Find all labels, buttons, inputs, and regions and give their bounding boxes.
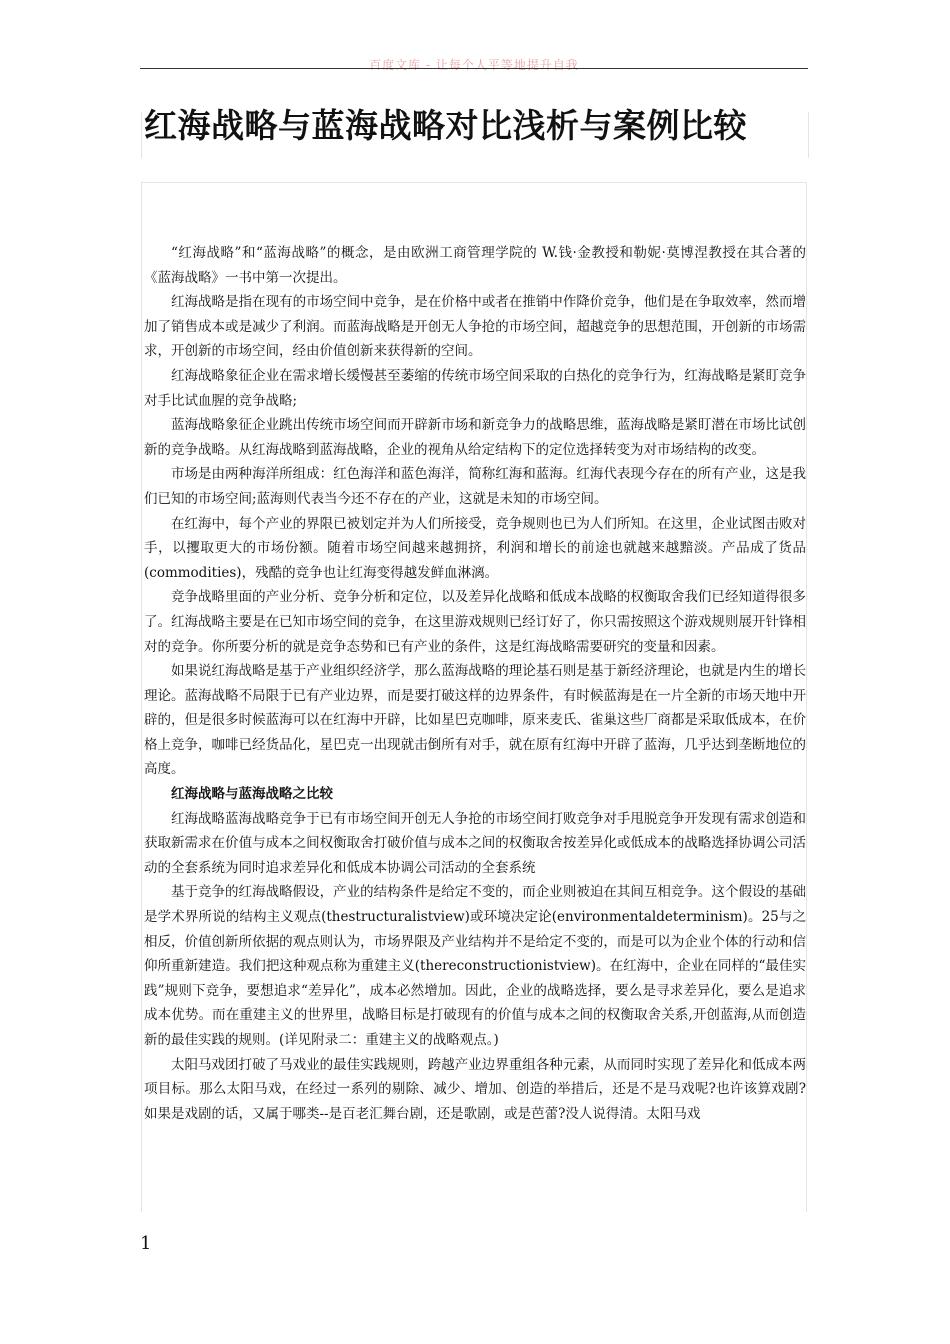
section-heading: 红海战略与蓝海战略之比较 <box>171 786 333 803</box>
header-divider <box>140 68 808 69</box>
paragraph: 红海战略蓝海战略竞争于已有市场空间开创无人争抢的市场空间打败竞争对手甩脱竞争开发现有需求创造和获取新需求在价值与成本之间权衡取舍打破价值与成本之间的权衡取舍按差异化或低成本的战略选择协调公司活动的全套系统为同时追求差异化和低成本协调公司活动的全套系统 <box>144 810 806 876</box>
paragraph: 太阳马戏团打破了马戏业的最佳实践规则，跨越产业边界重组各种元素，从而同时实现了差异化和低成本两项目标。那么太阳马戏，在经过一系列的剔除、减少、增加、创造的举措后，还是不是马戏呢?也许该算戏剧?如果是戏剧的话，又属于哪类--是百老汇舞台剧，还是歌剧，或是芭蕾?没人说得清。太阳马戏 <box>144 1056 806 1122</box>
paragraph: 在红海中，每个产业的界限已被划定并为人们所接受，竞争规则也已为人们所知。在这里，企业试图击败对手，以攫取更大的市场份额。随着市场空间越来越拥挤，利润和增长的前途也就越来越黯淡。产品成了货品(commodities)，残酷的竞争也让红海变得越发鲜血淋漓。 <box>144 515 806 581</box>
paragraph: 基于竞争的红海战略假设，产业的结构条件是给定不变的，而企业则被迫在其间互相竞争。这个假设的基础是学术界所说的结构主义观点(thestructuralistview)或环境决定论(environmentaldeterminism)。25与之相反，价值创新所依据的观点则认为，市场界限及产业结构并不是给定不变的，而是可以为企业个体的行动和信仰所重新建造。我们把这种观点称为重建主义(thereconstructionistview)。在红海中，企业在同样的“最佳实践”规则下竞争，要想追求“差异化”，成本必然增加。因此，企业的战略选择，要么是寻求差异化，要么是追求成本优势。而在重建主义的世界里，战略目标是打破现有的价值与成本之间的权衡取舍关系,开创蓝海,从而创造新的最佳实践的规则。(详见附录二：重建主义的战略观点。) <box>144 884 806 1048</box>
document-body <box>144 241 806 1126</box>
paragraph: 红海战略是指在现有的市场空间中竞争，是在价格中或者在推销中作降价竞争，他们是在争取效率，然而增加了销售成本或是减少了利润。而蓝海战略是开创无人争抢的市场空间，超越竞争的思想范围，开创新的市场需求，开创新的市场空间，经由价值创新来获得新的空间。 <box>144 294 806 360</box>
page-number: 1 <box>140 1233 152 1254</box>
title-frame-right <box>808 112 809 158</box>
page-header: 百度文库 - 让每个人平等地提升自我 <box>369 58 579 72</box>
paragraph: 竞争战略里面的产业分析、竞争分析和定位，以及差异化战略和低成本战略的权衡取舍我们已经知道得很多了。红海战略主要是在已知市场空间的竞争，在这里游戏规则已经订好了，你只需按照这个游戏规则展开针锋相对的竞争。你所要分析的就是竞争态势和已有产业的条件，这是红海战略需要研究的变量和因素。 <box>144 589 806 655</box>
document-title: 红海战略与蓝海战略对比浅析与案例比较 <box>144 106 747 145</box>
paragraph: “红海战略”和“蓝海战略”的概念，是由欧洲工商管理学院的 W.钱·金教授和勒妮·莫博涅教授在其合著的《蓝海战略》一书中第一次提出。 <box>144 245 806 286</box>
paragraph: 红海战略象征企业在需求增长缓慢甚至萎缩的传统市场空间采取的白热化的竞争行为，红海战略是紧盯竞争对手比试血腥的竞争战略; <box>144 367 806 409</box>
paragraph: 如果说红海战略是基于产业组织经济学，那么蓝海战略的理论基石则是基于新经济理论，也就是内生的增长理论。蓝海战略不局限于已有产业边界，而是要打破这样的边界条件，有时候蓝海是在一片全新的市场天地中开辟的，但是很多时候蓝海可以在红海中开辟，比如星巴克咖啡，原来麦氏、雀巢这些厂商都是采取低成本，在价格上竞争，咖啡已经货品化，星巴克一出现就击倒所有对手，就在原有红海中开辟了蓝海，几乎达到垄断地位的高度。 <box>144 663 806 778</box>
paragraph: 蓝海战略象征企业跳出传统市场空间而开辟新市场和新竞争力的战略思维，蓝海战略是紧盯潜在市场比试创新的竞争战略。从红海战略到蓝海战略，企业的视角从给定结构下的定位选择转变为对市场结构的改变。 <box>144 417 806 458</box>
paragraph: 市场是由两种海洋所组成：红色海洋和蓝色海洋，简称红海和蓝海。红海代表现今存在的所有产业，这是我们已知的市场空间;蓝海则代表当今还不存在的产业，这就是未知的市场空间。 <box>144 466 806 507</box>
title-frame-left <box>141 112 142 158</box>
